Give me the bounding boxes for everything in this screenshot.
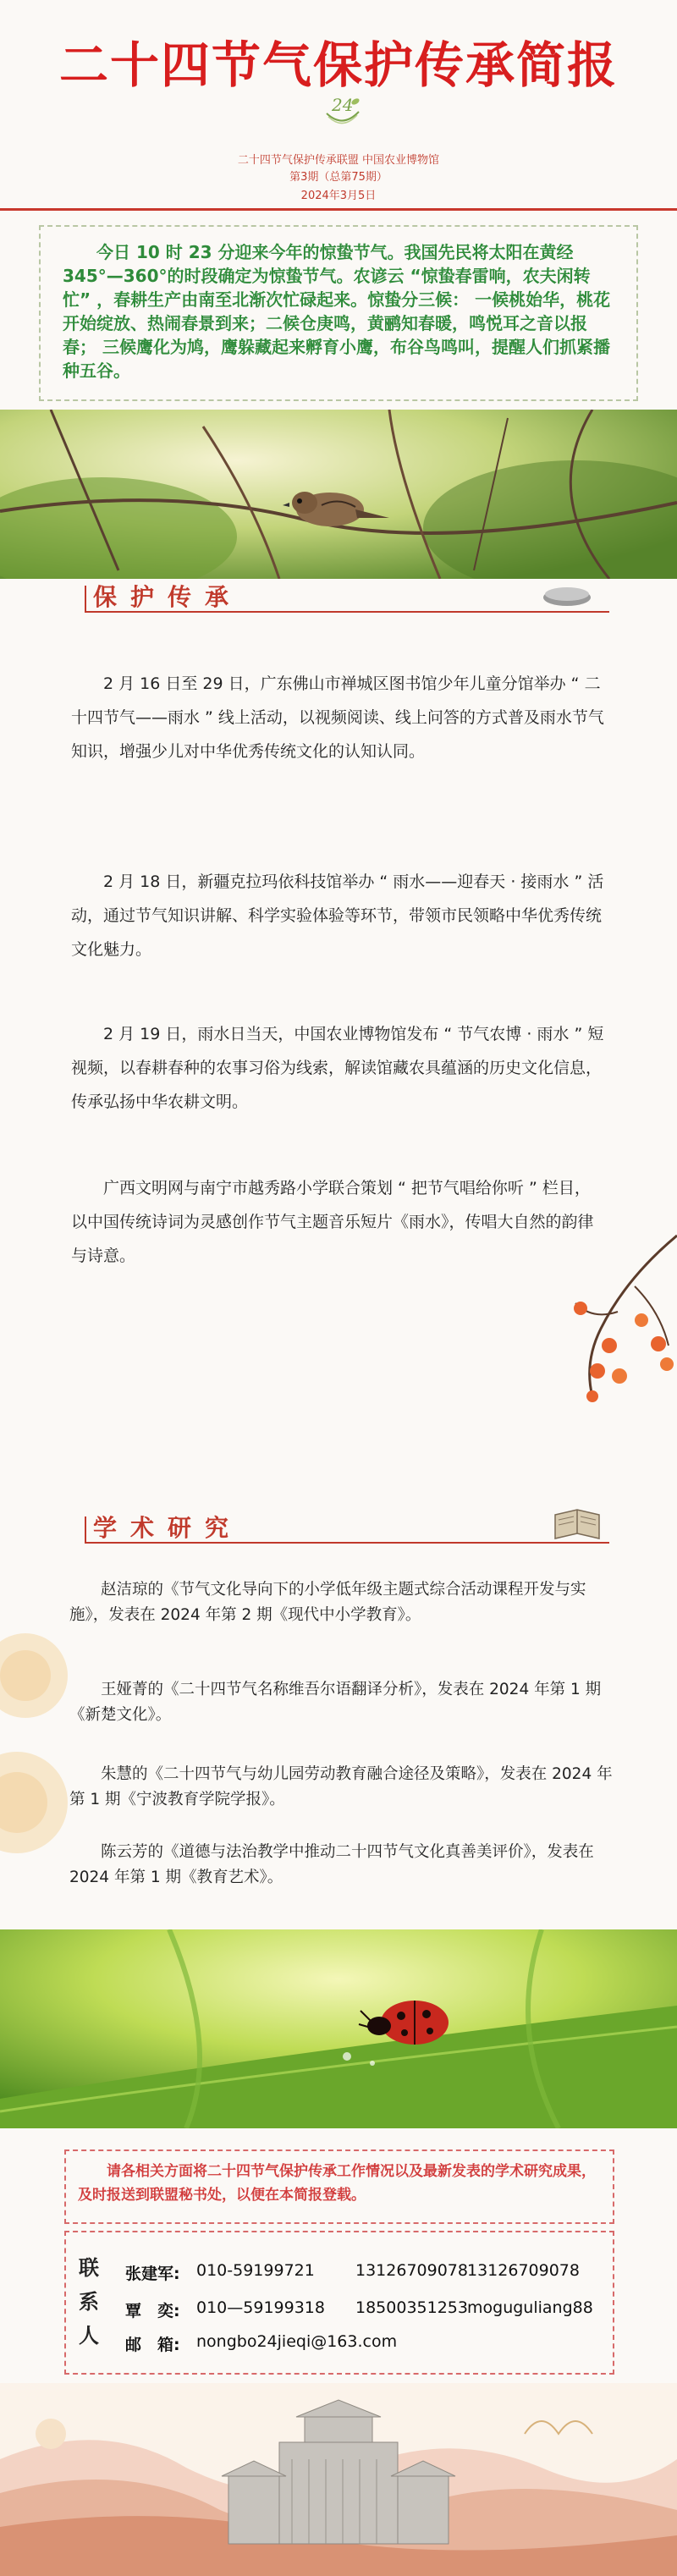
intro-box: [39, 225, 638, 401]
contact-email-label: 邮 箱:: [125, 2336, 180, 2354]
logo-number: 24: [332, 95, 354, 115]
protect-paragraph: 2 月 18 日，新疆克拉玛依科技馆举办 “ 雨水——迎春天 · 接雨水 ” 活动，通过节气知识讲解、科学实验体验等环节，带领市民领略中华优秀传统文化魅力。: [71, 872, 604, 959]
section-header-research: [85, 1510, 609, 1544]
protect-paragraph: 广西文明网与南宁市越秀路小学联合策划 “ 把节气唱给你听 ” 栏目，以中国传统诗词为灵感创作节气主题音乐短片《雨水》，传唱大自然的韵律与诗意。: [71, 1179, 594, 1265]
contact-label: 联系人: [79, 2255, 99, 2348]
contact-wechat: moguguliang88: [467, 2298, 593, 2317]
submission-notice: [64, 2149, 614, 2224]
submission-notice-text: 请各相关方面将二十四节气保护传承工作情况以及最新发表的学术研究成果，及时报送到联盟秘书处，以便在本简报登载。: [78, 2163, 596, 2204]
header-divider: [0, 208, 677, 211]
section-title-protect: 保护传承: [93, 583, 243, 611]
stone-decoration-icon: [542, 584, 592, 611]
book-icon: [552, 1506, 603, 1547]
contact-box: [64, 2231, 614, 2375]
section-tick: [85, 586, 86, 611]
research-entry: 朱慧的《二十四节气与幼儿园劳动教育融合途径及策略》，发表在 2024 年第 1 期《宁波教育学院学报》。: [69, 1765, 613, 1808]
persimmon-branch-icon: [567, 1227, 677, 1408]
museum-footer-illustration: [0, 2383, 677, 2576]
protect-paragraph: 2 月 19 日，雨水日当天，中国农业博物馆发布 “ 节气农博 · 雨水 ” 短视频，以春耕春种的农事习俗为线索，解读馆藏农具蕴涵的历史文化信息，传承弘扬中华农耕文明。: [71, 1025, 604, 1111]
section-rule: [85, 611, 609, 613]
contact-name: 张建军:: [125, 2265, 180, 2283]
section-title-research: 学术研究: [93, 1514, 243, 1542]
intro-text: 今日 10 时 23 分迎来今年的惊蛰节气。我国先民将太阳在黄经 345°—360°的时段确定为惊蛰节气。农谚云 “惊蛰春雷响，农夫闲转忙” ，春耕生产由南至北渐次忙碌起来。惊蛰分三候： 一候桃始华，桃花开始绽放、热闹春景到来；二候仓庚鸣，黄鹂知春暖，鸣悦耳之音以报春； 三候鹰化为鸠，鹰躲藏起来孵育小鹰，布谷鸟鸣叫，提醒人们抓紧播种五谷。: [63, 242, 611, 381]
research-entry: 陈云芳的《道德与法治教学中推动二十四节气文化真善美评价》，发表在 2024 年第 1 期《教育艺术》。: [69, 1843, 594, 1886]
contact-email[interactable]: nongbo24jieqi@163.com: [196, 2332, 398, 2351]
section-rule: [85, 1542, 609, 1544]
newsletter-title: 二十四节气保护传承简报: [58, 36, 618, 94]
publishers-line: 二十四节气保护传承联盟 中国农业博物馆: [237, 154, 440, 167]
issue-date: 2024年3月5日: [300, 190, 377, 202]
contact-name: 覃 奕:: [125, 2302, 180, 2320]
sparrow-on-branch-photo: [0, 410, 677, 579]
research-entry: 王娅菁的《二十四节气名称维吾尔语翻译分析》，发表在 2024 年第 1 期《新楚文化》。: [69, 1681, 602, 1724]
section-header-protect: [85, 579, 609, 613]
issue-number: 第3期（总第75期）: [289, 171, 388, 184]
solar-terms-24-logo-icon: [322, 91, 364, 127]
contact-phone: 010-59199721: [196, 2261, 315, 2280]
contact-wechat: 13126709078: [467, 2261, 580, 2280]
contact-mobile: 13126709078: [355, 2261, 468, 2280]
section-tick: [85, 1516, 86, 1542]
protect-paragraph: 2 月 16 日至 29 日，广东佛山市禅城区图书馆少年儿童分馆举办 “ 二十四节气——雨水 ” 线上活动，以视频阅读、线上问答的方式普及雨水节气知识，增强少儿对中华优秀传统文化的认知认同。: [71, 674, 604, 761]
research-entry: 赵洁琼的《节气文化导向下的小学低年级主题式综合活动课程开发与实施》，发表在 2024 年第 2 期《现代中小学教育》。: [69, 1581, 586, 1624]
ladybug-on-leaf-photo: [0, 1929, 677, 2128]
contact-mobile: 18500351253: [355, 2298, 468, 2317]
contact-phone: 010—59199318: [196, 2298, 325, 2317]
